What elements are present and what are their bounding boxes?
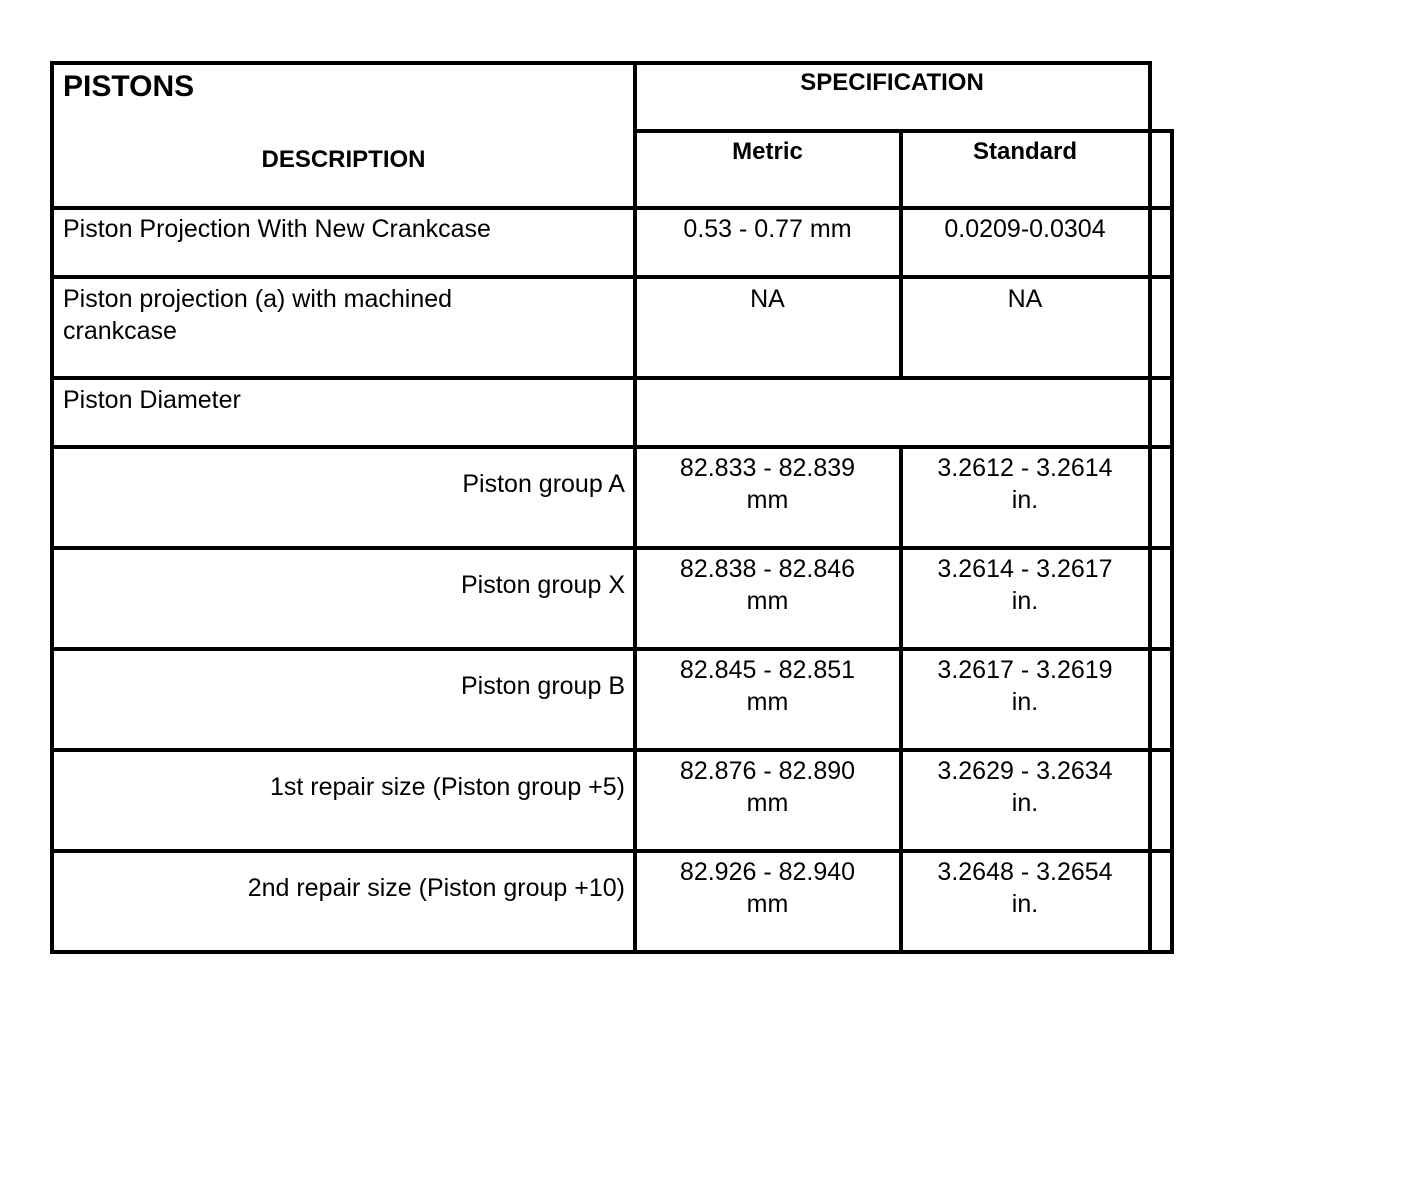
- row-divider: [50, 445, 1173, 449]
- row-metric: NA: [750, 285, 785, 313]
- row-description: 2nd repair size (Piston group +10): [247, 874, 625, 902]
- row-divider: [50, 376, 1173, 380]
- row-divider: [50, 748, 1173, 752]
- row-description: Piston projection (a) with machined: [63, 285, 453, 313]
- row-description: Piston group B: [461, 672, 625, 700]
- spec-subheader-line: [633, 129, 1173, 133]
- row-standard: 3.2617 - 3.2619: [937, 656, 1113, 684]
- row-metric-unit: mm: [746, 890, 789, 918]
- standard-column-divider: [1148, 61, 1152, 954]
- row-metric: 82.845 - 82.851: [679, 656, 856, 684]
- row-standard-unit: in.: [1011, 789, 1039, 817]
- row-description: Piston group X: [461, 571, 625, 599]
- row-standard: 0.0209-0.0304: [944, 215, 1106, 243]
- row-standard: 3.2612 - 3.2614: [937, 454, 1113, 482]
- row-standard: NA: [1007, 285, 1043, 313]
- row-description: Piston Projection With New Crankcase: [63, 215, 491, 243]
- specification-header: SPECIFICATION: [800, 69, 984, 96]
- table-border-top: [50, 61, 1151, 65]
- row-metric: 82.833 - 82.839: [679, 454, 856, 482]
- row-metric: 0.53 - 0.77 mm: [683, 215, 852, 243]
- description-header: DESCRIPTION: [261, 146, 426, 173]
- table-border-right: [1170, 129, 1174, 954]
- table-border-bottom: [50, 950, 1173, 954]
- row-metric: 82.876 - 82.890: [679, 757, 856, 785]
- row-metric-unit: mm: [746, 587, 789, 615]
- table-title: PISTONS: [63, 70, 195, 103]
- row-metric-unit: mm: [746, 688, 789, 716]
- row-description: Piston group A: [462, 470, 625, 498]
- row-standard: 3.2629 - 3.2634: [937, 757, 1113, 785]
- row-standard: 3.2648 - 3.2654: [937, 858, 1113, 886]
- row-divider: [50, 275, 1173, 279]
- row-standard: 3.2614 - 3.2617: [937, 555, 1113, 583]
- row-divider: [50, 849, 1173, 853]
- row-standard-unit: in.: [1011, 890, 1039, 918]
- row-description: Piston Diameter: [63, 386, 241, 414]
- row-divider: [50, 206, 1173, 210]
- row-standard-unit: in.: [1011, 587, 1039, 615]
- row-metric: 82.838 - 82.846: [679, 555, 856, 583]
- row-metric-unit: mm: [746, 486, 789, 514]
- standard-header: Standard: [972, 138, 1077, 165]
- row-standard-unit: in.: [1011, 688, 1039, 716]
- row-divider: [50, 647, 1173, 651]
- row-metric: 82.926 - 82.940: [679, 858, 856, 886]
- metric-header: Metric: [732, 138, 803, 165]
- row-metric-unit: mm: [746, 789, 789, 817]
- row-divider: [50, 546, 1173, 550]
- row-description: crankcase: [63, 317, 177, 345]
- row-description: 1st repair size (Piston group +5): [269, 773, 625, 801]
- row-standard-unit: in.: [1011, 486, 1039, 514]
- table-border-left: [50, 61, 54, 954]
